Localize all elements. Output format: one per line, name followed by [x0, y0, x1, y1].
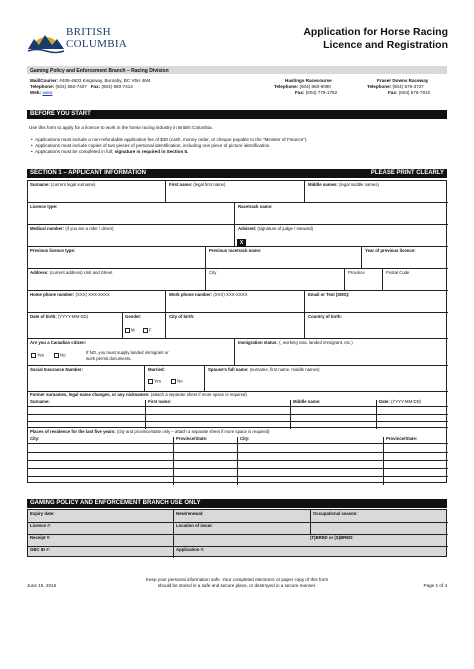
spouse-name-label: Spouse's full name: (surname, first name, middle names)	[208, 367, 320, 372]
address-label: Address: (current address) Unit and Street	[30, 270, 113, 275]
gender-m-option[interactable]: M	[125, 328, 135, 334]
web-link[interactable]: www	[42, 90, 53, 95]
hastings-fax: Fax: (604) 775-1752	[295, 90, 338, 95]
logo-text-line2: COLUMBIA	[66, 38, 128, 50]
before-intro: Use this form to apply for a licence to work in the horse racing industry in British Columbia.	[29, 125, 213, 130]
hastings-telephone: Telephone: (604) 660-9090	[274, 84, 331, 89]
married-yes-option[interactable]: Yes	[148, 379, 161, 385]
licence-type-field[interactable]	[28, 203, 235, 225]
office-use-heading: GAMING POLICY AND ENFORCEMENT BRANCH USE ONLY	[27, 499, 447, 508]
fraser-fax: Fax: (604) 576-7910	[388, 90, 431, 95]
citizen-no-checkbox[interactable]	[54, 353, 59, 358]
footer-page-number: Page 1 of 4	[423, 583, 447, 588]
res-col-prov-1: Province/State:	[176, 436, 208, 441]
city-label: City	[209, 270, 217, 275]
citizen-yes-option[interactable]: Yes	[31, 353, 44, 359]
gender-label: Gender:	[125, 314, 142, 319]
fraser-title: Fraser Downs Raceway	[377, 78, 429, 83]
footer-note-line2: should be stored in a safe and secure place, or destroyed in a secure manner.	[157, 583, 317, 588]
res-col-city-2: City:	[240, 436, 250, 441]
immigration-status-label: Immigration status: (, working visa, landed immigrant, etc.)	[238, 340, 353, 345]
before-bullet-1: • Applications must include a non-refundable application fee of $30 (cash, money order, or cheque payable to the “Minister of Finance”).	[31, 137, 308, 142]
fraser-telephone: Telephone: (604) 576-3727	[367, 84, 424, 89]
application-number-label: Application #:	[176, 547, 205, 552]
bc-logo-icon	[26, 25, 66, 55]
citizen-no-option[interactable]: No	[54, 353, 66, 359]
form-title-line2: Licence and Registration	[323, 39, 448, 51]
branch-telephone: Telephone: (604) 660-7407 Fax: (604) 660-7414	[30, 84, 133, 89]
office-use-table	[27, 509, 447, 557]
licence-number-label: Licence #:	[30, 523, 52, 528]
before-bullet-3: • Applications must be completed in full; signature is required in Section 5.	[31, 149, 189, 154]
citizen-note-line2: work permit documents.	[86, 356, 132, 361]
sin-label: Social Insurance Number:	[30, 367, 84, 372]
residence-table[interactable]	[28, 443, 448, 484]
bc-logo	[26, 23, 136, 59]
racetrack-name-label: Racetrack name:	[238, 204, 273, 209]
middle-names-label: Middle names: (legal middle names)	[308, 182, 379, 187]
branch-mail: Mail/Courier: #408-4603 Kingsway, Burnaby, BC V5H 4M4	[30, 78, 151, 83]
branch-name: Gaming Policy and Enforcement Branch – Racing Division	[30, 67, 169, 74]
applicant-form	[27, 180, 447, 483]
citizen-note-line1: If NO, you must supply landed immigrant or	[86, 350, 169, 355]
footer-note-line1: Keep your personal information safe. Your completed electronic or paper copy of this form	[145, 577, 329, 582]
location-of-issue-label: Location of issue:	[176, 523, 213, 528]
gender-f-option[interactable]: F	[143, 328, 152, 334]
bred-label: (T)BRED or (S)BRED:	[310, 535, 354, 540]
work-phone-label: Work phone number: (XXX) XXX-XXXX	[169, 292, 248, 297]
previous-licence-type-label: Previous licence type:	[30, 248, 76, 253]
gbc-id-label: GBC ID #:	[30, 547, 51, 552]
married-no-option[interactable]: No	[171, 379, 183, 385]
res-col-city-1: City:	[30, 436, 40, 441]
year-previous-licence-label: Year of previous licence:	[365, 248, 416, 253]
city-field[interactable]	[206, 269, 345, 291]
branch-web: Web: www	[30, 90, 53, 95]
married-label: Married:	[148, 367, 165, 372]
form-title-line1: Application for Horse Racing	[303, 26, 448, 38]
col-first-name-label: First name:	[148, 399, 172, 404]
before-you-start-heading: BEFORE YOU START	[27, 110, 447, 119]
former-names-label: Former surnames, legal name changes, or any nicknames: (attach a separate sheet if more space is required)	[30, 392, 247, 397]
licence-type-label: Licence type:	[30, 204, 58, 209]
branch-info	[27, 66, 447, 106]
date-of-birth-label: Date of birth: (YYYY-MM-DD)	[30, 314, 89, 319]
surname-label: Surname: (current legal surname)	[30, 182, 96, 187]
city-of-birth-label: City of birth:	[169, 314, 195, 319]
new-renewal-label: New/renewal:	[176, 511, 204, 516]
col-date-label: Date: (YYYY-MM-DD)	[379, 399, 422, 404]
married-no-checkbox[interactable]	[171, 379, 176, 384]
residence-label: Places of residence for the last five years: (city and province/state only – attach a separate sheet if more space is required)	[30, 429, 270, 434]
res-col-prov-2: Province/State:	[386, 436, 418, 441]
signature-x-mark: X	[237, 239, 246, 247]
home-phone-label: Home phone number: (XXX) XXX-XXXX	[30, 292, 110, 297]
gender-m-checkbox[interactable]	[125, 328, 130, 333]
logo-text-line1: BRITISH	[66, 26, 111, 38]
first-name-label: First name: (legal first name)	[169, 182, 226, 187]
medical-number-label: Medical number: (if you are a rider / driver)	[30, 226, 114, 231]
country-of-birth-label: Country of birth:	[308, 314, 342, 319]
print-clearly-note: PLEASE PRINT CLEARLY	[370, 170, 444, 176]
married-yes-checkbox[interactable]	[148, 379, 153, 384]
col-middle-name-label: Middle name:	[293, 399, 321, 404]
col-surname-label: Surname:	[30, 399, 50, 404]
citizen-yes-checkbox[interactable]	[31, 353, 36, 358]
gender-f-checkbox[interactable]	[143, 328, 148, 333]
section1-heading: SECTION 1 – APPLICANT INFORMATION PLEASE PRINT CLEARLY	[27, 169, 447, 178]
expiry-date-label: Expiry date:	[30, 511, 55, 516]
province-label: Province	[348, 270, 365, 275]
email-label: Email or Text (SMS):	[308, 292, 350, 297]
hastings-title: Hastings Racecourse	[285, 78, 332, 83]
footer-date: June 15, 2016	[27, 583, 57, 588]
receipt-number-label: Receipt #:	[30, 535, 51, 540]
occupational-season-label: Occupational season:	[313, 511, 358, 516]
previous-racetrack-label: Previous racetrack name:	[209, 248, 262, 253]
citizenship-label: Are you a Canadian citizen:	[30, 340, 87, 345]
advised-label: Advised: (signature of judge / steward)	[238, 226, 314, 231]
former-names-table[interactable]	[28, 406, 448, 428]
before-bullet-2: • Applications must include copies of two pieces of personal identification, including one piece of picture identification.	[31, 143, 271, 148]
postal-code-label: Postal Code	[386, 270, 410, 275]
